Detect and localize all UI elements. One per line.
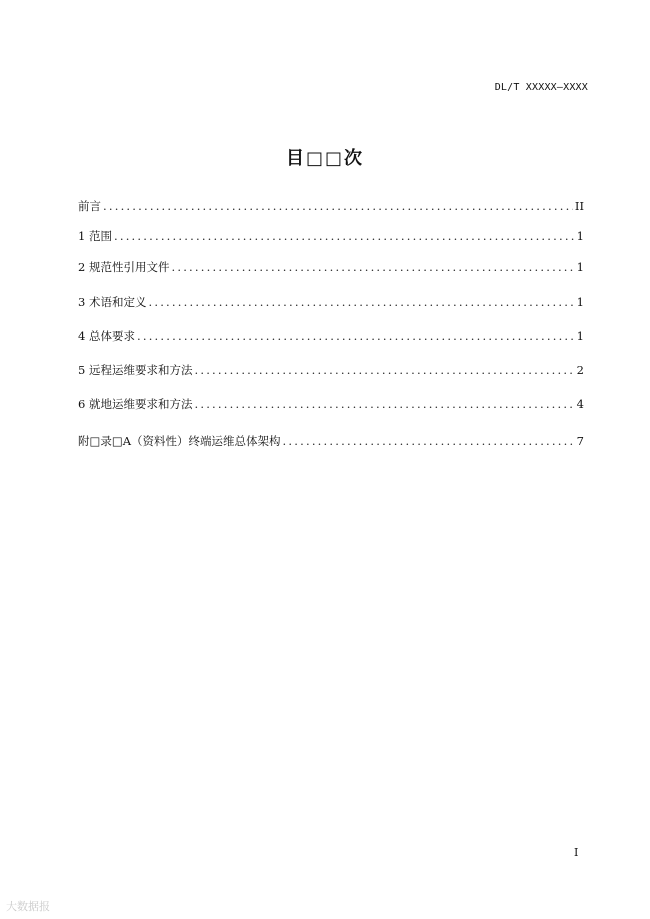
- dot-leader: [171, 257, 574, 277]
- standard-code: DL/T XXXXX—XXXX: [494, 82, 588, 93]
- toc-entry-local-maintenance[interactable]: [78, 394, 584, 414]
- toc-entry-label: 2 规范性引用文件: [78, 260, 170, 274]
- toc-entry-label: 1 范围: [78, 229, 112, 243]
- dot-leader: [194, 360, 574, 380]
- toc-entry-page: 2: [576, 363, 584, 377]
- toc-entry-page: II: [574, 199, 584, 213]
- toc-entry-page: 1: [576, 295, 584, 309]
- toc-entry-page: 1: [576, 260, 584, 274]
- page-number: I: [574, 846, 579, 859]
- toc-entry-terms-definitions[interactable]: [78, 292, 584, 312]
- toc-title: 目□□次: [285, 148, 364, 169]
- toc-entry-label: 3 术语和定义: [78, 295, 147, 309]
- toc-entry-normative-references[interactable]: [78, 257, 584, 277]
- toc-entry-appendix-a[interactable]: [78, 431, 584, 451]
- toc-entry-scope[interactable]: [78, 226, 584, 246]
- toc-entry-page: 1: [576, 229, 584, 243]
- dot-leader: [137, 326, 575, 346]
- toc-entry-label: 5 远程运维要求和方法: [78, 363, 193, 377]
- toc-entry-label: 前言: [78, 199, 101, 213]
- toc-entry-foreword[interactable]: [78, 196, 584, 216]
- dot-leader: [283, 431, 575, 451]
- watermark: 大数据报: [6, 900, 50, 913]
- toc-entry-remote-maintenance[interactable]: [78, 360, 584, 380]
- toc-entry-page: 4: [576, 397, 584, 411]
- dot-leader: [114, 226, 575, 246]
- toc-entry-label: 附□录□A（资料性）终端运维总体架构: [78, 434, 281, 448]
- toc-entry-page: 1: [576, 329, 584, 343]
- dot-leader: [103, 196, 573, 216]
- toc-entry-page: 7: [576, 434, 584, 448]
- dot-leader: [194, 394, 574, 414]
- dot-leader: [148, 292, 574, 312]
- toc-entry-label: 6 就地运维要求和方法: [78, 397, 193, 411]
- toc-entry-label: 4 总体要求: [78, 329, 135, 343]
- toc-entry-general-requirements[interactable]: [78, 326, 584, 346]
